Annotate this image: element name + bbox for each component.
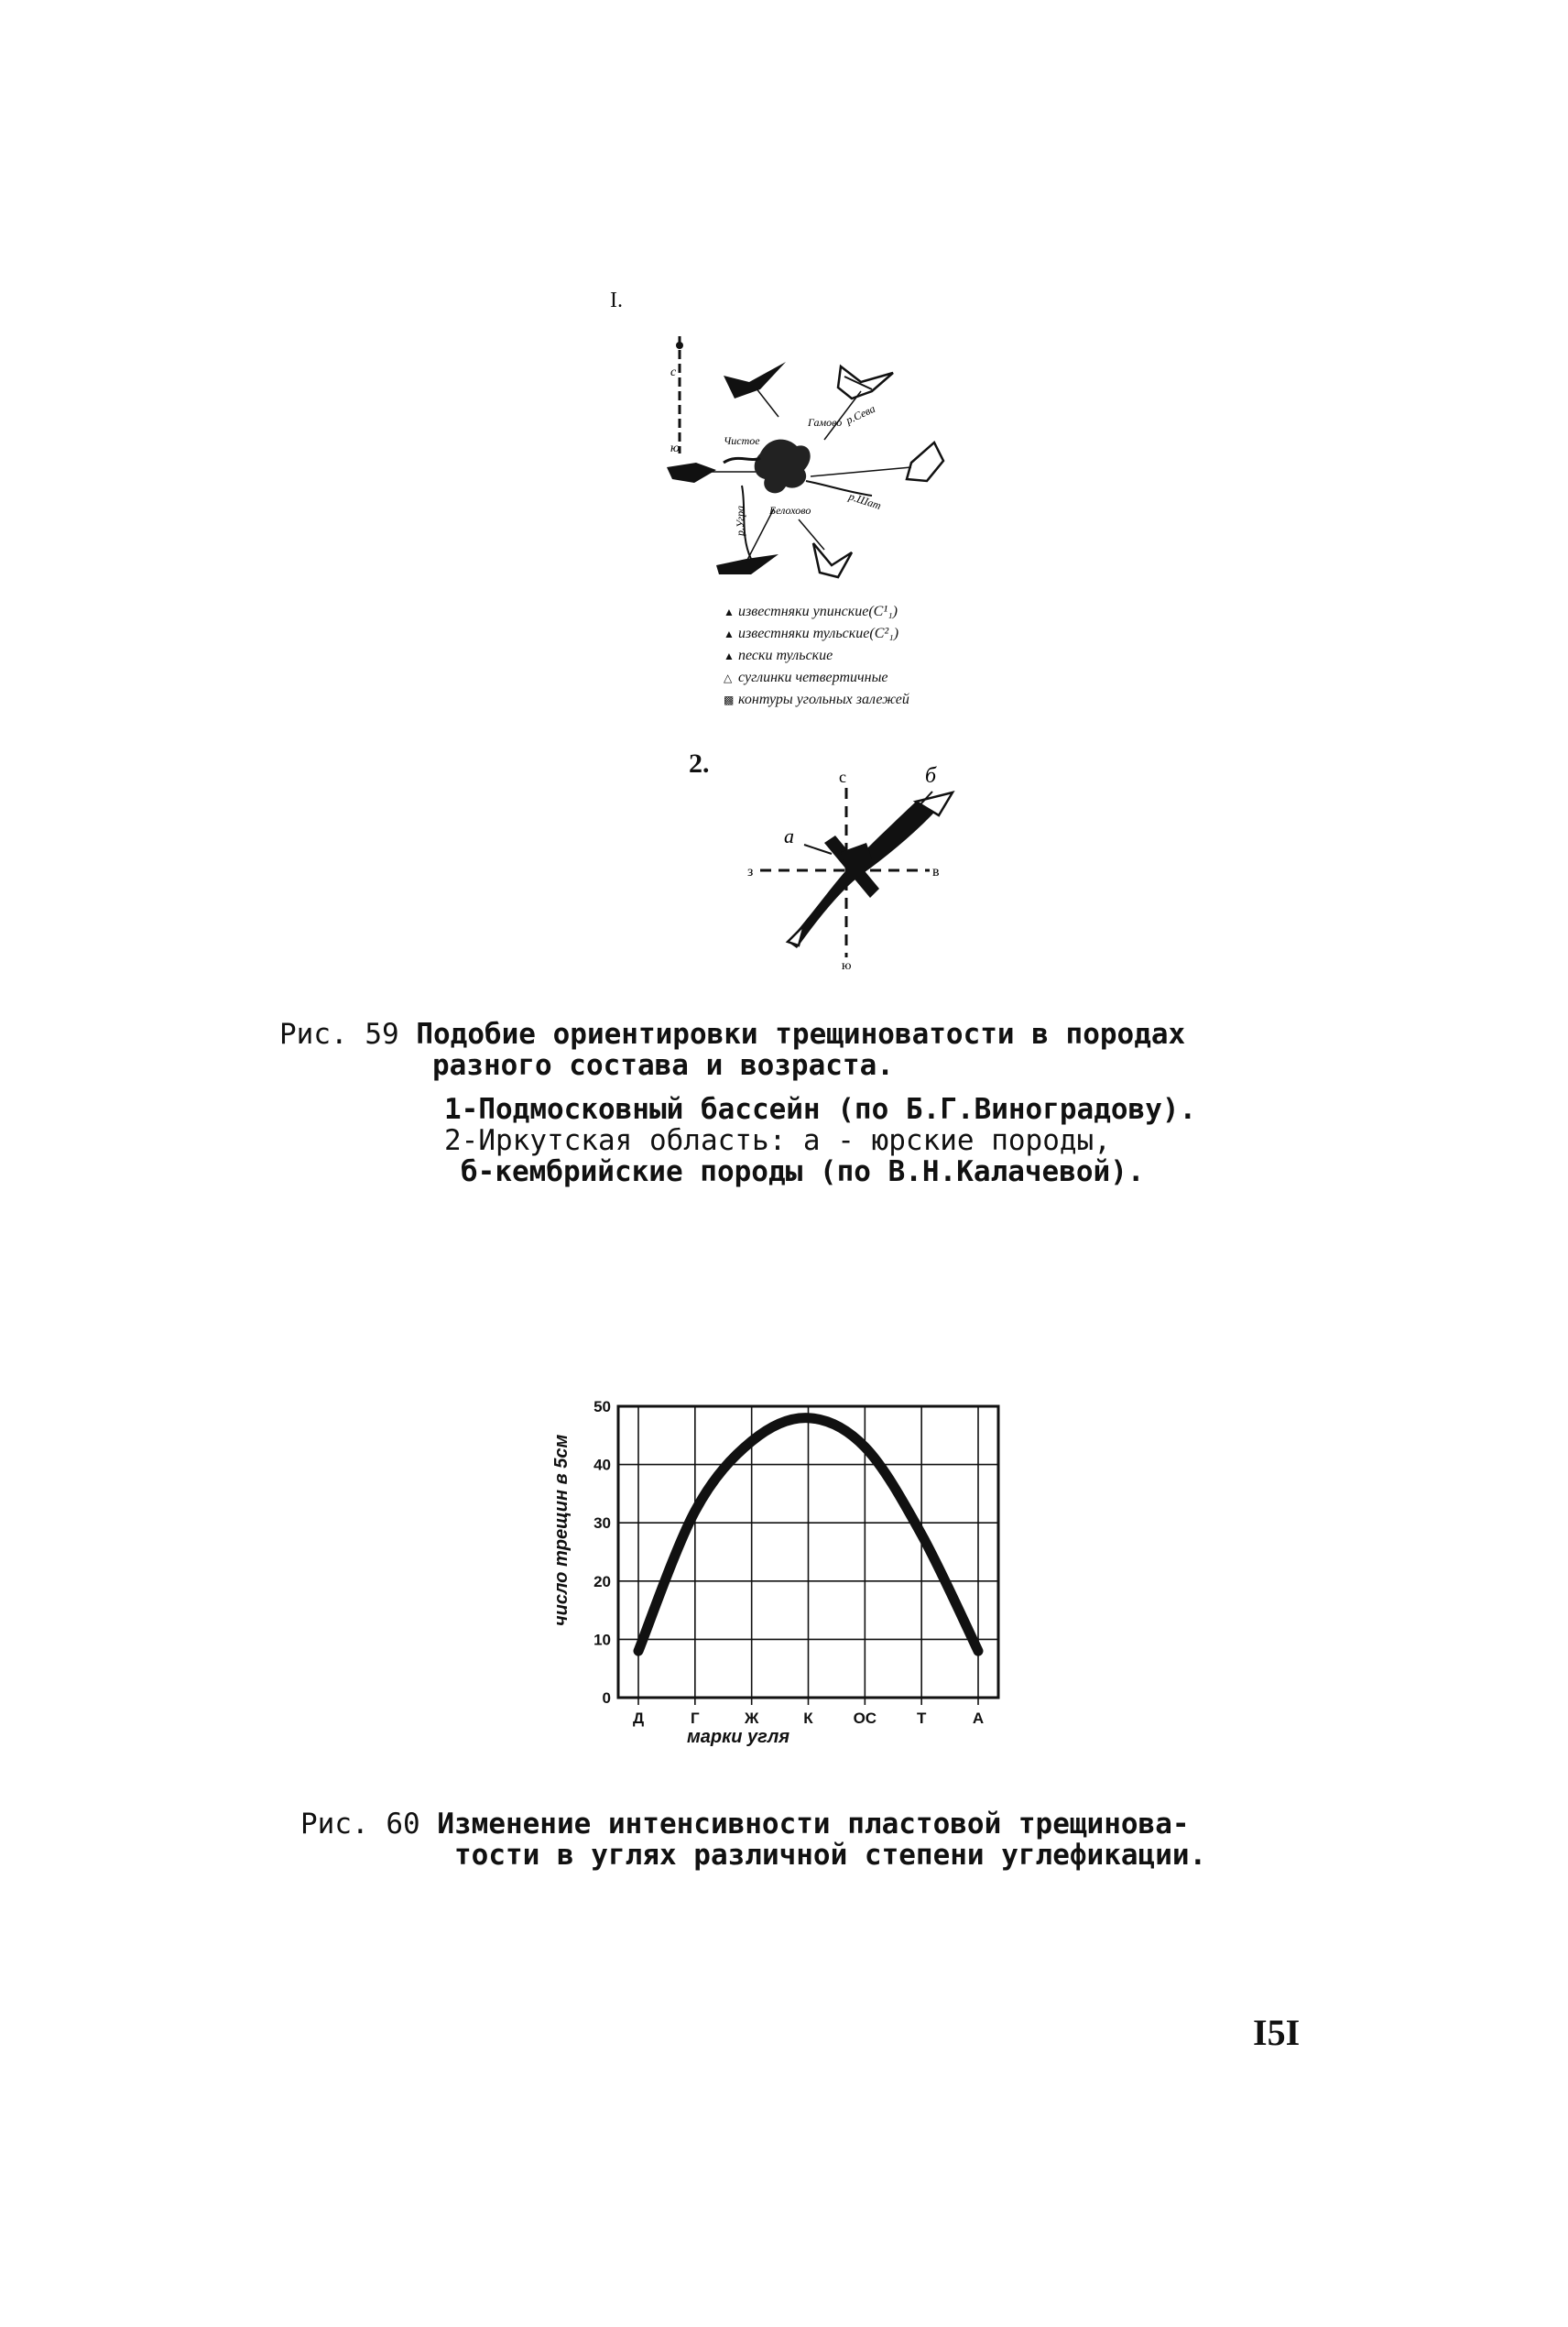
y-axis-label: число трещин в 5см — [551, 1434, 572, 1626]
y-tick-label: 20 — [593, 1572, 611, 1590]
rose-symbol-bottom — [813, 543, 852, 577]
x-tick-label: Д — [632, 1710, 645, 1727]
river-shat: р.Шат — [847, 489, 883, 513]
x-tick-label: К — [803, 1710, 813, 1727]
map-legend — [724, 601, 909, 711]
south-label: ю — [670, 442, 680, 455]
rose-label-b: б — [925, 764, 937, 788]
y-tick-label: 30 — [593, 1514, 611, 1533]
rose-symbol-left — [667, 463, 716, 483]
caption-59-item3: б-кембрийские породы (по В.Н.Калачевой). — [461, 1155, 1145, 1188]
x-tick-label: Г — [691, 1710, 700, 1727]
rose-hatch — [844, 377, 872, 389]
x-axis-label: марки угля — [687, 1727, 790, 1747]
rose-symbol-right — [907, 442, 943, 481]
caption-60 — [300, 1808, 1206, 1871]
caption-59-title-line2: разного состава и возраста. — [432, 1049, 894, 1082]
panel-1-label: I. — [610, 289, 623, 312]
river-seva: р.Сева — [844, 401, 877, 427]
coal-fracture-chart — [540, 1393, 1035, 1768]
caption-60-line1: Изменение интенсивности пластовой трещинова- — [437, 1808, 1190, 1841]
place-gamovo: Гамово — [808, 416, 843, 429]
axis-label-east: в — [932, 864, 940, 879]
place-chistoe: Чистое — [724, 434, 760, 447]
coal-deposit-contour — [755, 440, 811, 494]
caption-59-title-line1: Подобие ориентировки трещиноватости в породах — [416, 1018, 1186, 1051]
caption-60-line2: тости в углях различной степени углефикации. — [454, 1839, 1207, 1872]
x-tick-label: ОС — [853, 1710, 877, 1727]
legend-item: ▲ известняки тульские(C²₁) — [724, 626, 899, 641]
page-number: I5I — [1253, 2012, 1301, 2053]
y-tick-label: 0 — [602, 1689, 611, 1707]
rose-map-diagram — [632, 325, 998, 600]
axis-label-north: с — [839, 768, 846, 786]
y-tick-label: 10 — [593, 1631, 611, 1649]
rose-b-tip-lower — [788, 925, 804, 945]
fracture-rose-diagram — [733, 751, 989, 971]
x-tick-label: Т — [916, 1710, 927, 1727]
place-belokhovo: Белохово — [769, 504, 811, 517]
rose-symbol-bottom-left — [716, 554, 779, 574]
north-label: с — [670, 366, 677, 379]
caption-59-item2: 2-Иркутская область: а - юрские породы, — [444, 1124, 1111, 1157]
rose-symbol-upper-right — [838, 366, 893, 399]
panel-2-label: 2. — [689, 748, 710, 779]
river-ugra: р.Угра — [734, 505, 746, 536]
legend-item: ▲ известняки упинские(C¹₁) — [724, 604, 898, 619]
rose-label-a: а — [784, 825, 794, 847]
caption-59-prefix: Рис. 59 — [279, 1018, 399, 1051]
rose-symbol-upper-left — [724, 362, 786, 399]
y-tick-label: 50 — [593, 1398, 611, 1415]
north-arrow-dot — [676, 342, 683, 349]
x-tick-label: Ж — [744, 1710, 759, 1727]
axis-label-west: з — [747, 864, 754, 879]
legend-item: △ суглинки четвертичные — [724, 670, 888, 685]
x-tick-label: А — [972, 1710, 985, 1727]
caption-59-item1: 1-Подмосковный бассейн (по Б.Г.Виноградову). — [444, 1093, 1197, 1126]
caption-60-prefix: Рис. 60 — [300, 1808, 420, 1841]
legend-item: ▩ контуры угольных залежей — [724, 692, 909, 707]
y-tick-label: 40 — [593, 1456, 611, 1474]
axis-label-south: ю — [842, 959, 852, 971]
caption-59 — [279, 1019, 1196, 1187]
legend-item: ▲ пески тульские — [724, 648, 833, 663]
